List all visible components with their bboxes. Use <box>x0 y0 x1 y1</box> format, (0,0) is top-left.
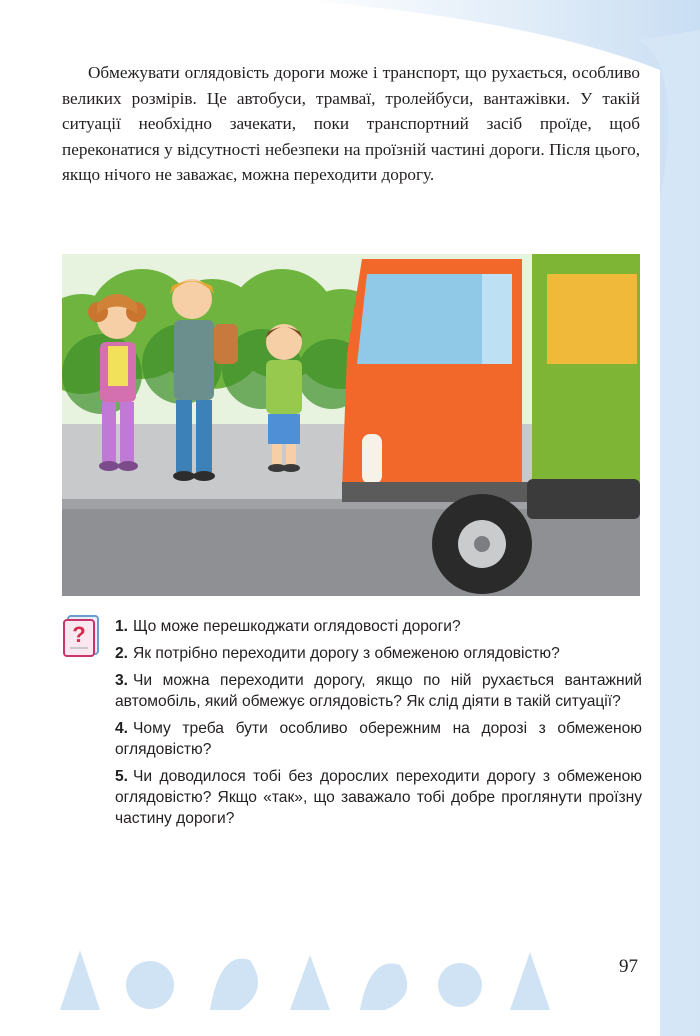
question-book-icon <box>62 612 102 658</box>
question-text: Чи доводилося тобі без дорослих переходити дорогу з обмеженою оглядовістю? Якщо «так», що заважало тобі добре проглянути проїзну частину дороги? <box>115 768 642 827</box>
question-item <box>115 670 642 712</box>
question-text: Що може перешкоджати оглядовості дороги? <box>133 618 461 635</box>
question-item <box>115 718 642 760</box>
footer-leaves-decoration <box>40 940 600 1020</box>
question-number: 5. <box>115 768 129 785</box>
illustration-children-and-truck <box>62 254 640 596</box>
page-number: 97 <box>619 956 638 977</box>
question-text: Чи можна переходити дорогу, якщо по ній рухається вантажний автомобіль, який обмежує оглядовість? Як слід діяти в такій ситуації? <box>115 672 642 710</box>
question-list <box>115 616 642 835</box>
question-item <box>115 616 642 637</box>
body-paragraph: Обмежувати оглядовість дороги може і транспорт, що рухається, особливо великих розмірів. Це автобуси, трамваї, тролейбуси, вантажівки. У такій ситуації необхідно зачекати, поки транспортний засіб проїде, щоб переконатися у відсутності небезпеки на проїзній частині дороги. Після цього, якщо нічого не заважає, можна переходити дорогу. <box>62 63 640 184</box>
question-number: 3. <box>115 672 129 689</box>
svg-text:?: ? <box>72 622 86 647</box>
question-number: 4. <box>115 720 129 737</box>
question-item <box>115 643 642 664</box>
question-text: Як потрібно переходити дорогу з обмеженою оглядовістю? <box>133 645 560 662</box>
question-number: 2. <box>115 645 129 662</box>
question-text: Чому треба бути особливо обережним на дорозі з обмеженою оглядовістю? <box>115 720 642 758</box>
question-number: 1. <box>115 618 129 635</box>
question-item <box>115 766 642 829</box>
